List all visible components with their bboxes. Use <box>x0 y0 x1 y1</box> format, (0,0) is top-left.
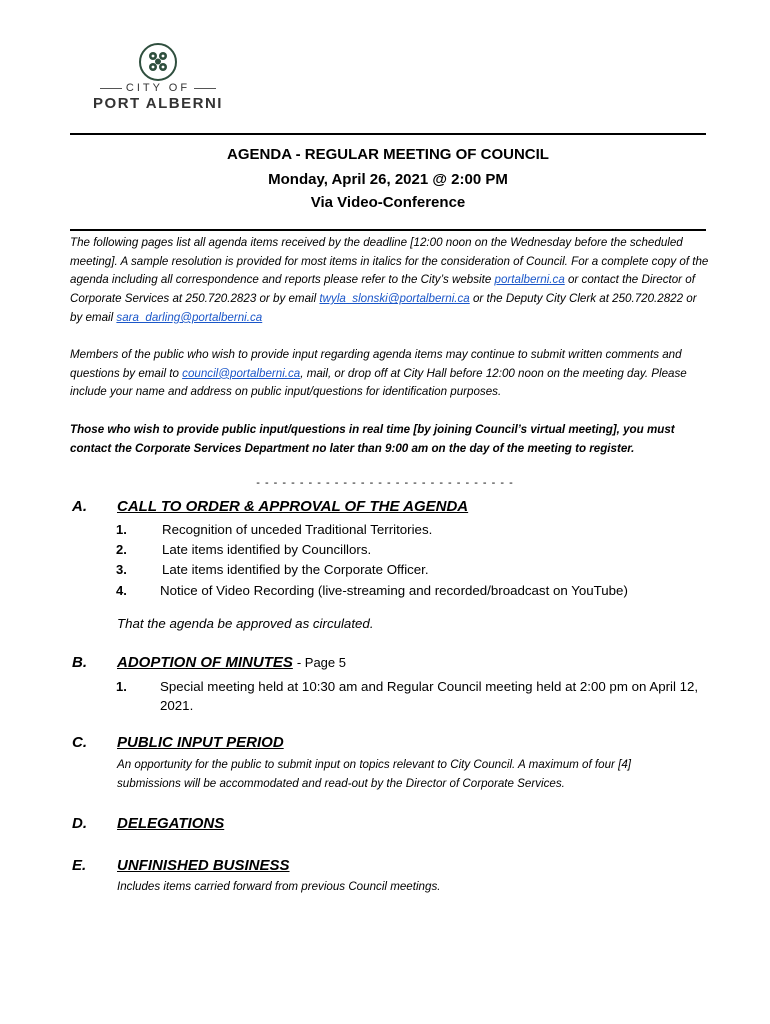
meeting-date: Monday, April 26, 2021 @ 2:00 PM <box>268 171 508 188</box>
twyla-email-link[interactable]: twyla_slonski@portalberni.ca <box>319 292 470 306</box>
section-a-item-2-number: 2. <box>116 542 127 557</box>
section-d-letter: D. <box>72 815 87 832</box>
section-b-item-1-number: 1. <box>116 679 127 694</box>
header-divider <box>70 229 706 231</box>
council-email-link[interactable]: council@portalberni.ca <box>182 366 301 380</box>
intro-text-2: or contact the Director of Corporate Services at 250.720.2823 or by email <box>70 273 695 306</box>
section-b-page-ref: - Page 5 <box>296 655 346 670</box>
section-d-title: DELEGATIONS <box>117 815 225 832</box>
section-a-item-1-number: 1. <box>116 522 127 537</box>
website-link[interactable]: portalberni.ca <box>494 273 565 287</box>
agenda-title: AGENDA - REGULAR MEETING OF COUNCIL <box>227 146 549 163</box>
section-a-item-4: Notice of Video Recording (live-streaming and recorded/broadcast on YouTube) <box>160 583 628 598</box>
registration-notice: Those who wish to provide public input/questions in real time [by joining Council’s virtual meeting], you must contact the Corporate Services Department no later than 9:00 am on the day of the meeting to register. <box>70 423 675 455</box>
section-e-letter: E. <box>72 857 87 874</box>
section-a-item-4-number: 4. <box>116 583 127 598</box>
city-logo <box>88 40 228 115</box>
section-a-item-3-number: 3. <box>116 562 127 577</box>
section-e-title: UNFINISHED BUSINESS <box>117 857 290 874</box>
intro-text-1: The following pages list all agenda items received by the deadline [12:00 noon on the Wednesday before the scheduled meeting]. A sample resolution is provided for most items in italics for the consideration of Council. For a complete copy of the agenda including all correspondence and reports please refer to the City’s website <box>70 236 709 287</box>
section-e-description: Includes items carried forward from previous Council meetings. <box>117 880 441 893</box>
sara-email-link[interactable]: sara_darling@portalberni.ca <box>116 310 263 324</box>
section-b-title-wrap <box>117 654 346 671</box>
section-b-title: ADOPTION OF MINUTES <box>117 654 293 671</box>
top-divider <box>70 133 706 135</box>
section-b-letter: B. <box>72 654 87 671</box>
section-a-item-3: Late items identified by the Corporate Officer. <box>162 562 429 577</box>
section-a-item-1: Recognition of unceded Traditional Territories. <box>162 522 433 537</box>
section-a-letter: A. <box>72 498 87 515</box>
public-input-text-1: Members of the public who wish to provide input regarding agenda items may continue to submit written comments and questions by email to <box>70 348 682 380</box>
separator-line: - - - - - - - - - - - - - - - - - - - - - - - - - - - - - - <box>256 477 514 489</box>
intro-paragraph <box>70 234 710 328</box>
public-input-paragraph <box>70 346 710 402</box>
section-a-item-2: Late items identified by Councillors. <box>162 542 372 557</box>
clover-emblem-icon <box>138 42 178 82</box>
section-c-description: An opportunity for the public to submit input on topics relevant to City Council. A maximum of four [4] submissions will be accommodated and read-out by the Director of Corporate Services. <box>117 758 632 790</box>
logo-city-name: PORT ALBERNI <box>93 95 223 112</box>
section-c-title: PUBLIC INPUT PERIOD <box>117 734 284 751</box>
meeting-venue: Via Video-Conference <box>310 194 466 211</box>
section-b-item-1: Special meeting held at 10:30 am and Regular Council meeting held at 2:00 pm on April 12, 2021. <box>160 679 699 713</box>
public-input-text-2: , mail, or drop off at City Hall before 12:00 noon on the meeting day. Please include your name and address on public input/questions for identification purposes. <box>70 366 687 399</box>
section-a-title: CALL TO ORDER & APPROVAL OF THE AGENDA <box>117 498 469 515</box>
section-a-resolution: That the agenda be approved as circulated. <box>117 616 374 631</box>
logo-city-of: CITY OF <box>88 82 228 94</box>
intro-text-3: or the Deputy City Clerk at 250.720.2822 or by email <box>70 292 697 324</box>
section-c-letter: C. <box>72 734 87 751</box>
